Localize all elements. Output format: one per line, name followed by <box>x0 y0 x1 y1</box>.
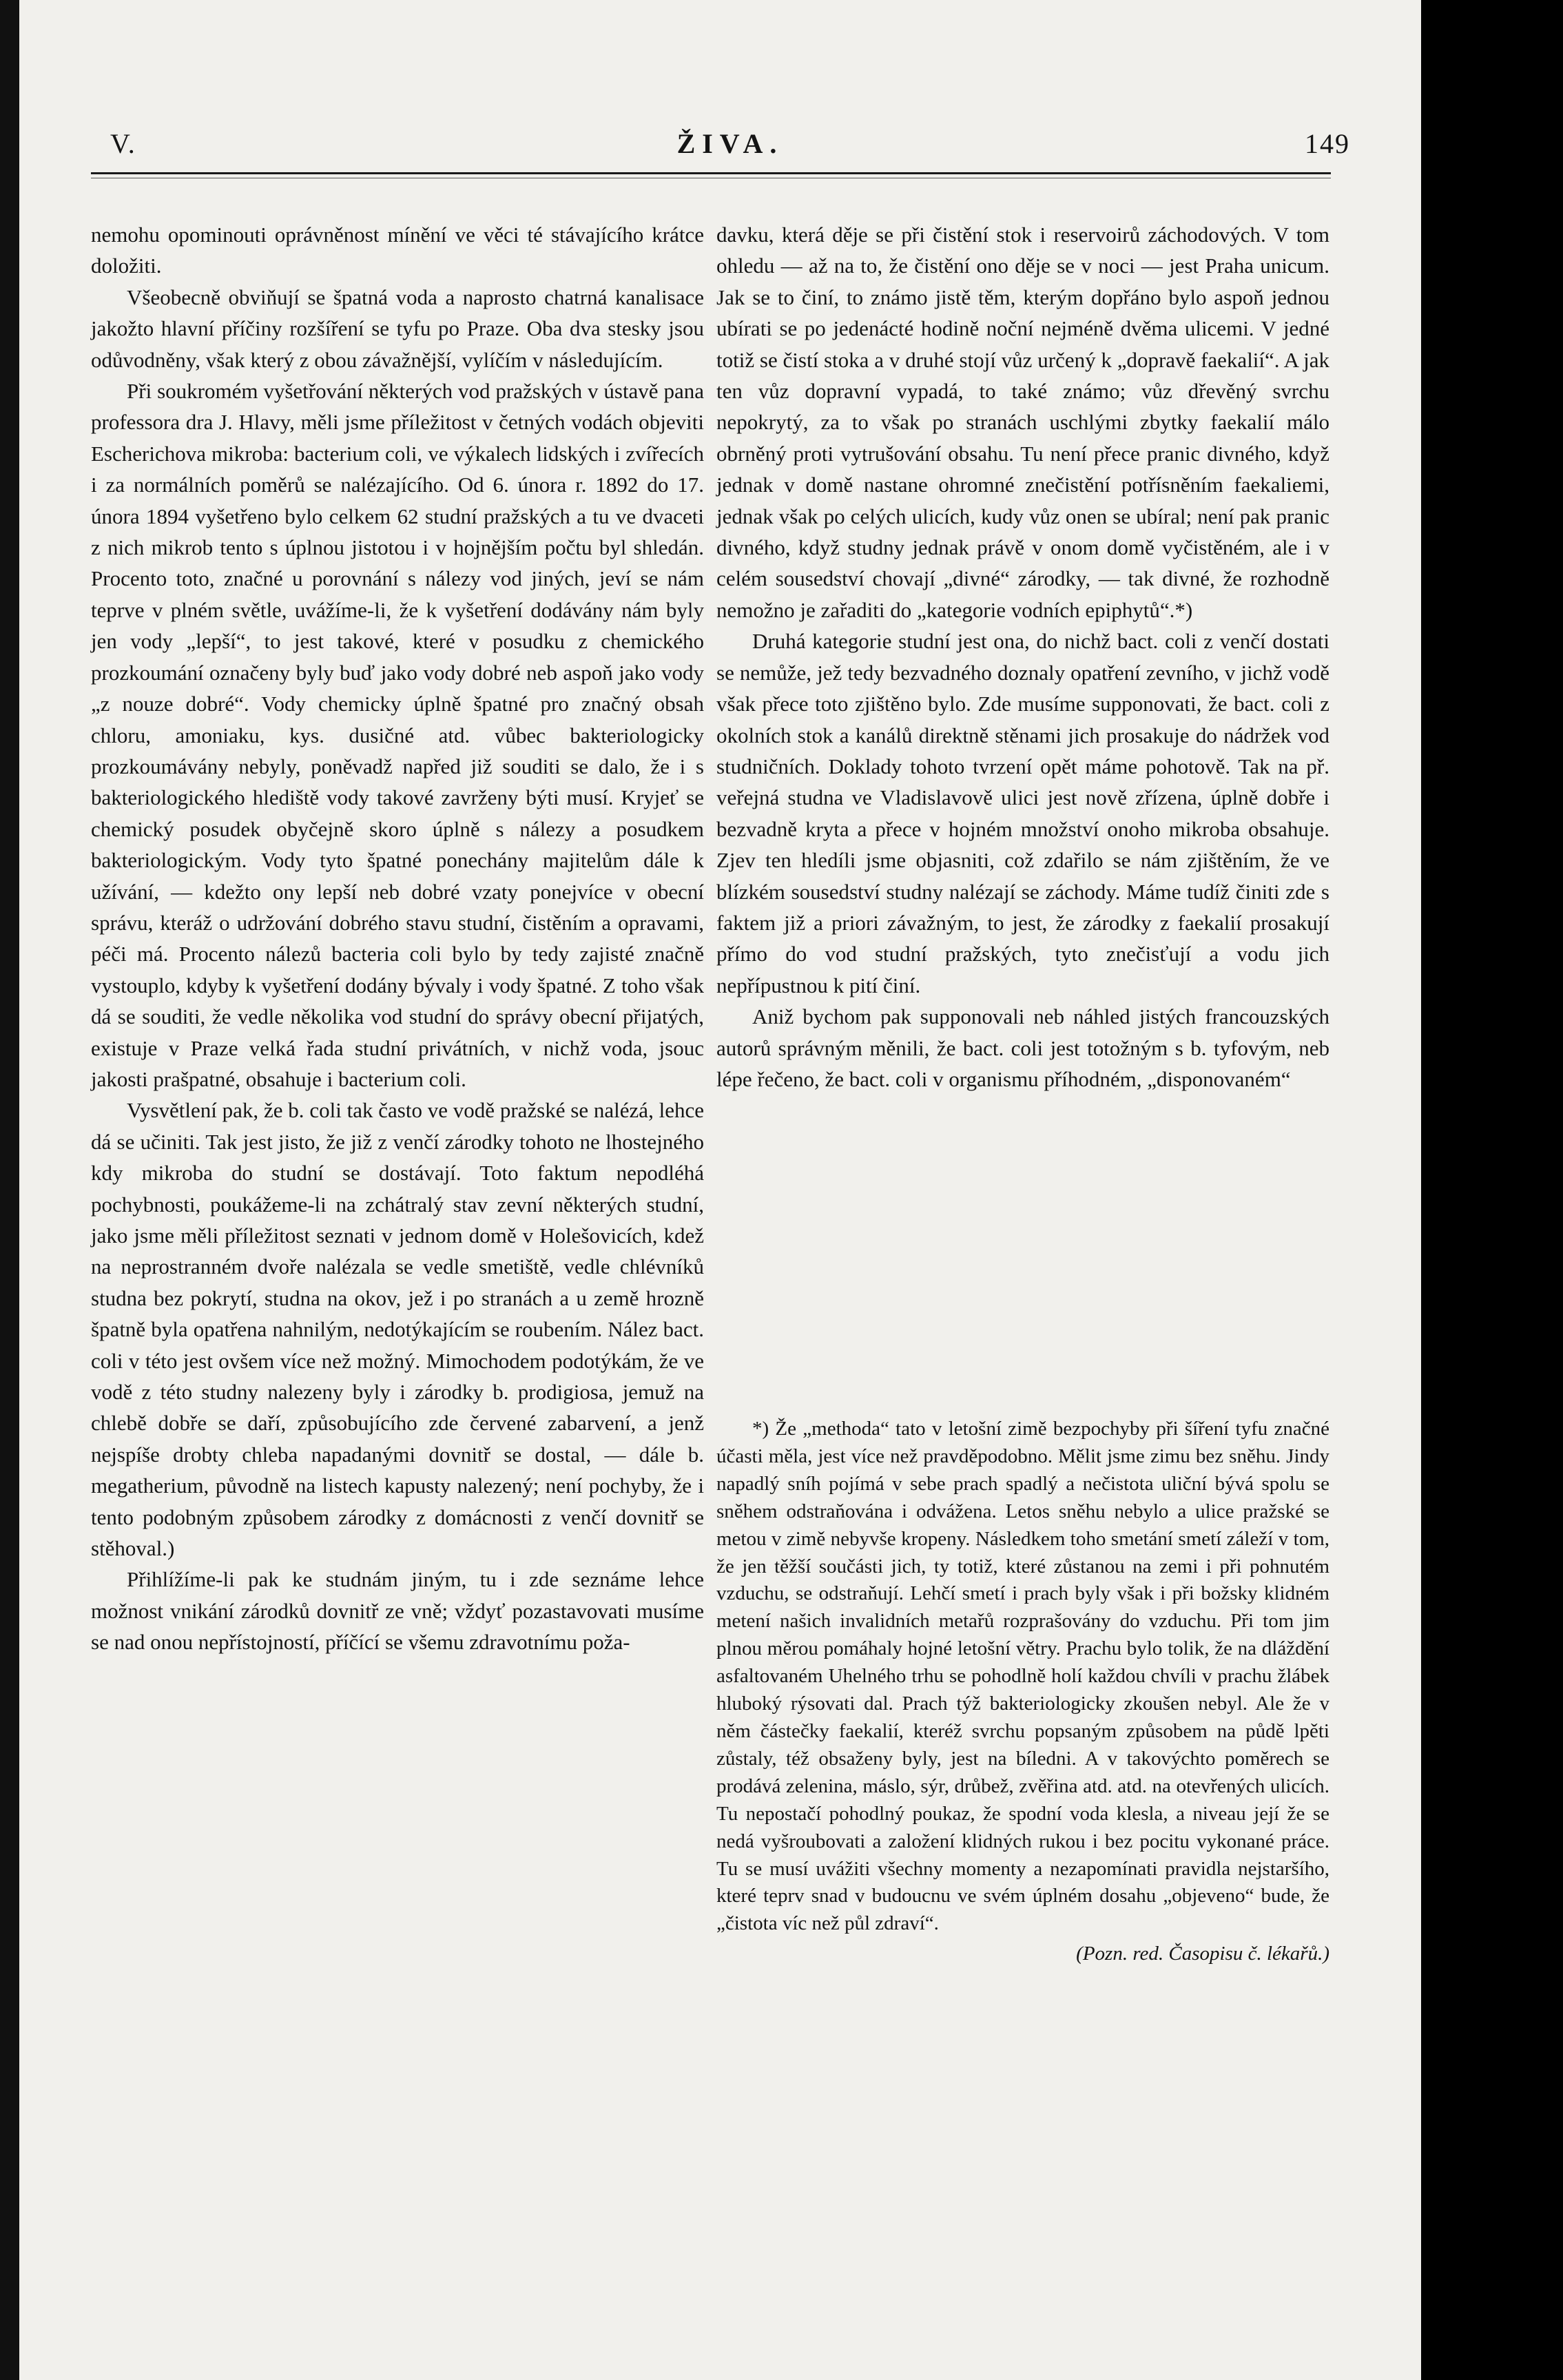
journal-title: ŽIVA. <box>676 128 784 159</box>
right-column <box>716 219 1329 1095</box>
paragraph: nemohu opominouti oprávněnost mínění ve věci té stávajícího krátce doložiti. <box>91 223 704 278</box>
left-column <box>91 219 704 1658</box>
footnote-signature: (Pozn. red. Časopisu č. lékařů.) <box>1076 1943 1329 1965</box>
paragraph: Druhá kategorie studní jest ona, do nichž bact. coli z venčí dostati se nemůže, jež tedy bezvadného doznaly opatření zevního, v jichž vodě však přece toto zjištěno bylo. Zde musíme supponovati, že bact. coli z okolních stok a kanálů direktně stěnami jich prosakuje do nádržek vod studničních. Doklady tohoto tvrzení opět máme pohotově. Tak na př. veřejná studna ve Vladislavově ulici jest nově zřízena, úplně dobře i bezvadně kryta a přece v hojném množství onoho mikroba obsahuje. Zjev ten hledíli jsme objasniti, což zdařilo se nám zjištěním, že ve blízkém sousedství studny nalézají se záchody. Máme tudíž činiti zde s faktem již a priori závažným, to jest, že zárodky z faekalií prosakují přímo do vod studní pražských, tyto znečisťují a vodu jich nepřípustnou k pití činí. <box>716 629 1329 997</box>
paragraph: Aniž bychom pak supponovali neb náhled jistých francouzských autorů správným měnili, že bact. coli jest totožným s b. tyfovým, neb lépe řečeno, že bact. coli v organismu příhodném, „disponovaném“ <box>716 1004 1329 1091</box>
paragraph: Všeobecně obviňují se špatná voda a naprosto chatrná kanalisace jakožto hlavní příčiny rozšíření se tyfu po Praze. Oba dva stesky jsou odůvodněny, však který z obou závažnější, vylíčím v následujícím. <box>91 284 704 372</box>
page-header <box>110 127 1350 166</box>
journal-page <box>19 0 1421 2380</box>
volume-number: V. <box>110 128 136 159</box>
paragraph: davku, která děje se při čistění stok i reservoirů záchodových. V tom ohledu — až na to, že čistění ono děje se v noci — jest Praha unicum. Jak se to činí, to známo jistě těm, kterým dopřáno bylo aspoň jednou ubírati se po jedenácté hodině noční nejméně dvěma ulicemi. V jedné totiž se čistí stoka a v druhé stojí vůz určený k „dopravě faekalií“. A jak ten vůz dopravní vypadá, to také známo; vůz dřevěný svrchu nepokrytý, za to však po stranách uschlými zbytky faekalií málo obrněný proti vytrušování obsahu. Tu není přece pranic divného, když jednak v domě nastane ohromné znečistění potřísněním faekaliemi, jednak však po celých ulicích, kudy vůz onen se ubíral; není pak pranic divného, když studny jednak právě v onom domě vyčistěném, ale i v celém sousedství chovají „divné“ zárodky, — tak divné, že rozhodně nemožno je zařaditi do „kategorie vodních epiphytů“.*) <box>716 223 1329 622</box>
paragraph: Při soukromém vyšetřování některých vod pražských v ústavě pana professora dra J. Hlavy, měli jsme příležitost v četných vodách objeviti Escherichova mikroba: bacterium coli, ve výkalech lidských i zvířecích i za normálních poměrů se nalézajícího. Od 6. února r. 1892 do 17. února 1894 vyšetřeno bylo celkem 62 studní pražských a tu ve dvaceti z nich mikrob tento s úplnou jistotou i v hojnějším počtu byl shledán. Procento toto, značné u porovnání s nálezy vod jiných, jeví se nám teprve v plném světle, uvážíme-li, že k vyšetření dodávány nám byly jen vody „lepší“, to jest takové, které v posudku z chemického prozkoumání označeny byly buď jako vody dobré neb aspoň jako vody „z nouze dobré“. Vody chemicky úplně špatné pro značný obsah chloru, amoniaku, kys. dusičné atd. vůbec bakteriologicky prozkoumávány nebyly, poněvadž napřed již souditi se dalo, že i s bakteriologického hlediště vody takové zavrženy býti musí. Kryjeť se chemický posudek obyčejně skoro úplně s nálezy a posudkem bakteriologickým. Vody tyto špatné ponechány majitelům dále k užívání, — kdežto ony lepší neb dobré vzaty ponejvíce v obecní správu, kteráž o udržování dobrého stavu studní, čistěním a opravami, péči má. Procento nálezů bacteria coli bylo by tedy zajisté značně vystouplo, kdyby k vyšetření dodány bývaly i vody špatné. Z toho však dá se souditi, že vedle několika vod studní do správy obecní přijatých, existuje v Praze velká řada studní privátních, v nichž voda, jsouc jakosti prašpatné, obsahuje i bacterium coli. <box>91 379 704 1091</box>
paragraph: Vysvětlení pak, že b. coli tak často ve vodě pražské se nalézá, lehce dá se učiniti. Tak jest jisto, že již z venčí zárodky tohoto ne lhostejného kdy mikroba do studní se dostávají. Toto faktum nepodléhá pochybnosti, poukážeme-li na zchátralý stav zevní některých studní, jako jsme měli příležitost seznati v jednom domě v Holešovicích, kdež na neprostranném dvoře nalézala se vedle smetiště, vedle chlévníků studna bez pokrytí, studna na okov, jež i po stranách a u země hrozně špatně byla opatřena nahnilým, nedotýkajícím se roubením. Nález bact. coli v této jest ovšem více než možný. Mimochodem podotýkám, že ve vodě z této studny nalezeny byly i zárodky b. prodigiosa, jemuž na chlebě dobře se daří, způsobujícího zde červené zabarvení, a jenž nejspíše drobty chleba napadanými dovnitř se dostal, — dále b. megatherium, původně na listech kapusty nalezený; není pochyby, že i tento podobným způsobem zárodky z domácnosti z venčí dovnitř se stěhoval.) <box>91 1098 704 1561</box>
footnote-text: *) Že „methoda“ tato v letošní zimě bezpochyby při šíření tyfu značné účasti měla, jest více než pravděpodobno. Mělit jsme zimu bez sněhu. Jindy napadlý sníh pojímá v sebe prach spadlý a nečistota uliční bývá spolu se sněhem odstraňována i odvážena. Letos sněhu nebylo a ulice pražské se metou v zimě nebyvše kropeny. Následkem toho smetání smetí záleží v tom, že jen těžší součásti jich, ty totiž, které zůstanou na zemi i při pohnutém vzduchu, se odstraňují. Lehčí smetí i prach byly však i při božsky klidném metení našich invalidních metařů rozprašovány do vzduchu. Při tom jim plnou měrou pomáhaly hojné letošní větry. Prachu bylo tolik, že na dláždění asfaltovaném Uhelného trhu se pohodlně holí každou chvíli v prachu žlábek hluboký rýsovati dal. Prach týž bakteriologicky zkoušen nebyl. Ale že v něm částečky faekalií, kteréž svrchu popsaným způsobem na půdě lpěti zůstaly, též obsaženy byly, jest na bíledni. A v takovýchto poměrech se prodává zelenina, máslo, sýr, drůbež, zvěřina atd. atd. na otevřených ulicích. Tu nepostačí pohodlný poukaz, že spodní voda klesla, a niveau její že se nedá vyšroubovati a založení klidných rukou i bez pocitu vykonané práce. Tu se musí uvážiti všechny momenty a nezapomínati pravidla nejstaršího, které teprv snad v budoucnu ve svém úplném dosahu „objeveno“ bude, že „čistota víc než půl zdraví“. <box>716 1418 1329 1935</box>
footnote <box>716 1416 1329 1968</box>
scan-edge <box>0 0 19 2380</box>
page-number: 149 <box>1305 128 1350 159</box>
paragraph: Přihlížíme-li pak ke studnám jiným, tu i zde seznáme lehce možnost vnikání zárodků dovnitř ze vně; vždyť pozastavovati musíme se nad onou nepřístojností, příčící se všemu zdravotnímu poža- <box>91 1567 704 1655</box>
header-rule <box>91 172 1331 174</box>
